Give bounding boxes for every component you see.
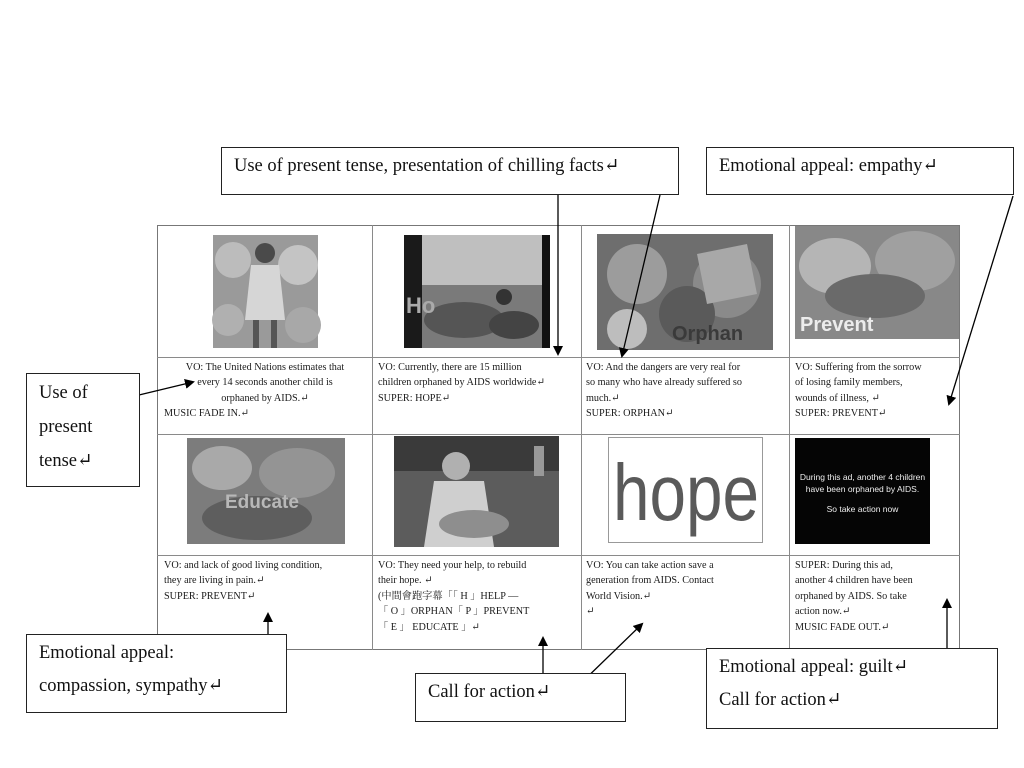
callout-guilt <box>706 648 998 729</box>
image-overlay-text: Prevent <box>800 314 874 336</box>
script-line: generation from AIDS. Contact <box>586 575 714 587</box>
hope-word: hope <box>613 448 759 537</box>
script-line: SUPER: HOPE↵ <box>378 392 451 404</box>
callout-text: Use of <box>39 383 88 403</box>
script-line: MUSIC FADE OUT.↵ <box>795 621 890 633</box>
script-line: much.↵ <box>586 392 620 404</box>
script-line: they are living in pain.↵ <box>164 575 265 587</box>
black-card-line: During this ad, another 4 children <box>799 472 926 482</box>
script-line: VO: Suffering from the sorrow <box>795 362 922 373</box>
script-line: every 14 seconds another child is <box>197 377 333 389</box>
script-line: SUPER: During this ad, <box>795 560 893 571</box>
callout-text: Emotional appeal: <box>39 643 175 663</box>
callout-text: Emotional appeal: guilt↵ <box>719 657 909 677</box>
script-line: wounds of illness, ↵ <box>795 392 880 404</box>
script-line: VO: The United Nations estimates that <box>185 362 345 373</box>
script-line: 「 O 」ORPHAN「 P 」PREVENT <box>378 606 530 618</box>
callout-chilling-facts <box>221 147 679 195</box>
script-line: VO: They need your help, to rebuild <box>378 560 527 571</box>
callout-text: tense↵ <box>39 451 93 471</box>
callout-call-for-action <box>415 673 626 722</box>
image-overlay-text: Educate <box>225 492 299 513</box>
callout-text: Use of present tense, presentation of chilling facts↵ <box>234 156 620 176</box>
script-line: VO: You can take action save a <box>586 560 714 571</box>
arrow-line <box>139 382 193 395</box>
arrow-line <box>949 196 1013 404</box>
script-line: SUPER: PREVENT↵ <box>164 590 256 602</box>
callout-text: present <box>39 417 93 437</box>
callout-text: Emotional appeal: empathy↵ <box>719 156 938 176</box>
script-line: ↵ <box>586 606 595 618</box>
callout-text: Call for action↵ <box>428 682 551 702</box>
script-line: action now.↵ <box>795 606 851 618</box>
image-overlay-text: Ho <box>406 293 436 318</box>
image-overlay-text: Orphan <box>672 323 744 345</box>
script-line: another 4 children have been <box>795 575 913 587</box>
script-line: their hope. ↵ <box>378 575 433 587</box>
callout-text: compassion, sympathy↵ <box>39 676 224 696</box>
script-line: MUSIC FADE IN.↵ <box>164 408 250 420</box>
script-line: VO: Currently, there are 15 million <box>378 362 522 373</box>
script-line: VO: And the dangers are very real for <box>586 362 741 373</box>
black-card-line: have been orphaned by AIDS. <box>805 484 920 494</box>
script-line: orphaned by AIDS.↵ <box>221 392 309 404</box>
script-line: (中間會跑字幕「「 H 」HELP — <box>378 590 519 602</box>
callout-text: Call for action↵ <box>719 690 842 710</box>
callout-empathy <box>706 147 1014 195</box>
script-line: World Vision.↵ <box>586 590 652 602</box>
script-line: VO: and lack of good living condition, <box>164 560 323 571</box>
script-line: SUPER: ORPHAN↵ <box>586 408 674 420</box>
script-line: of losing family members, <box>795 377 903 389</box>
script-line: 「 E 」 EDUCATE 」↵ <box>378 621 480 633</box>
script-line: SUPER: PREVENT↵ <box>795 408 887 420</box>
script-line: so many who have already suffered so <box>586 377 742 389</box>
arrow-line <box>622 195 660 356</box>
callout-compassion <box>26 634 287 713</box>
script-line: children orphaned by AIDS worldwide↵ <box>378 377 545 389</box>
callout-present-tense <box>26 373 140 487</box>
black-card-line: So take action now <box>826 504 899 514</box>
script-line: orphaned by AIDS. So take <box>795 590 907 602</box>
